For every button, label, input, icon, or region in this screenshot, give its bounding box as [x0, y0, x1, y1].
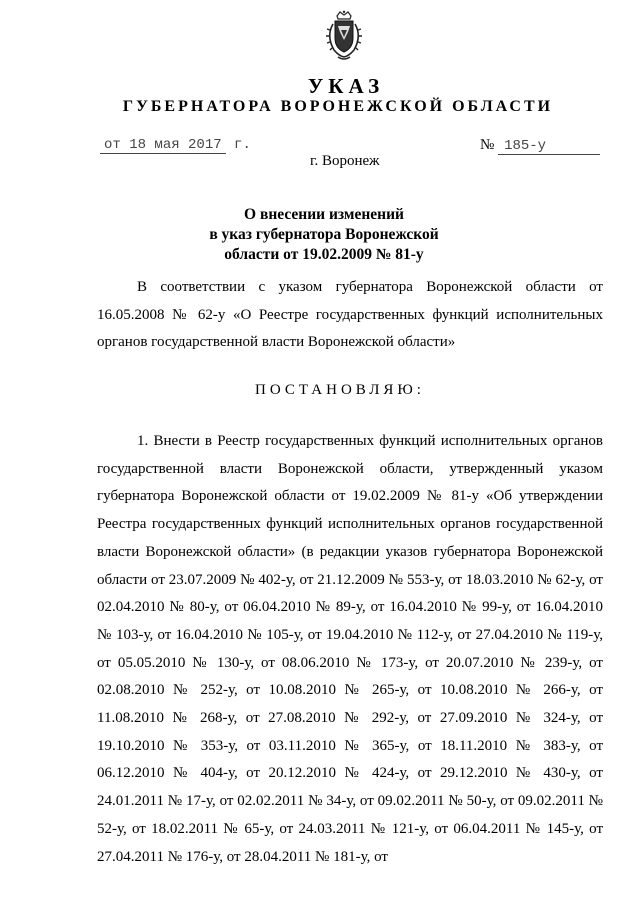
subject-line: в указ губернатора Воронежской — [209, 226, 439, 243]
preamble-paragraph: В соответствии с указом губернатора Воронежской области от 16.05.2008 № 62-у «О Реестре государственных функций исполнительных органов государственной власти Воронежской области» — [97, 279, 603, 350]
number-sign: № — [480, 137, 495, 153]
decree-subject — [0, 205, 640, 265]
subject-line: О внесении изменений — [244, 206, 404, 223]
subject-line: области от 19.02.2009 № 81-у — [224, 246, 424, 263]
decree-city: г. Воронеж — [310, 153, 380, 169]
decree-date — [100, 137, 251, 154]
number-value: 185-у — [498, 138, 600, 155]
document-subtitle: ГУБЕРНАТОРА ВОРОНЕЖСКОЙ ОБЛАСТИ — [122, 98, 554, 115]
date-suffix: г. — [234, 137, 251, 153]
document-title: УКАЗ — [307, 74, 385, 98]
date-field: от 18 мая 2017 — [100, 137, 226, 154]
item-1-paragraph: 1. Внести в Реестр государственных функций исполнительных органов государственной власти Воронежской области, утвержденный указом губернатора Воронежской области от 19.02.2009 № 81-у «Об утверждении Реестра государственных функций исполнительных органов государственной власти Воронежской области» (в редакции указов губернатора Воронежской области от 23.07.2009 № 402-у, от 21.12.2009 № 553-у, от 18.03.2010 № 62-у, от 02.04.2010 № 80-у, от 06.04.2010 № 89-у, от 16.04.2010 № 99-у, от 16.04.2010 № 103-у, от 16.04.2010 № 105-у, от 19.04.2010 № 112-у, от 27.04.2010 № 119-у, от 05.05.2010 № 130-у, от 08.06.2010 № 173-у, от 20.07.2010 № 239-у, от 02.08.2010 № 252-у, от 10.08.2010 № 265-у, от 10.08.2010 № 266-у, от 11.08.2010 № 268-у, от 27.08.2010 № 292-у, от 27.09.2010 № 324-у, от 19.10.2010 № 353-у, от 03.11.2010 № 365-у, от 18.11.2010 № 383-у, от 06.12.2010 № 404-у, от 20.12.2010 № 424-у, от 29.12.2010 № 430-у, от 24.01.2011 № 17-у, от 02.02.2011 № 34-у, от 09.02.2011 № 50-у, от 09.02.2011 № 52-у, от 18.02.2011 № 65-у, от 24.03.2011 № 121-у, от 06.04.2011 № 145-у, от 27.04.2011 № 176-у, от 28.04.2011 № 181-у, от — [97, 433, 603, 865]
decree-number — [480, 137, 600, 155]
resolve-heading: ПОСТАНОВЛЯЮ: — [255, 382, 425, 398]
coat-of-arms-icon — [322, 10, 366, 62]
